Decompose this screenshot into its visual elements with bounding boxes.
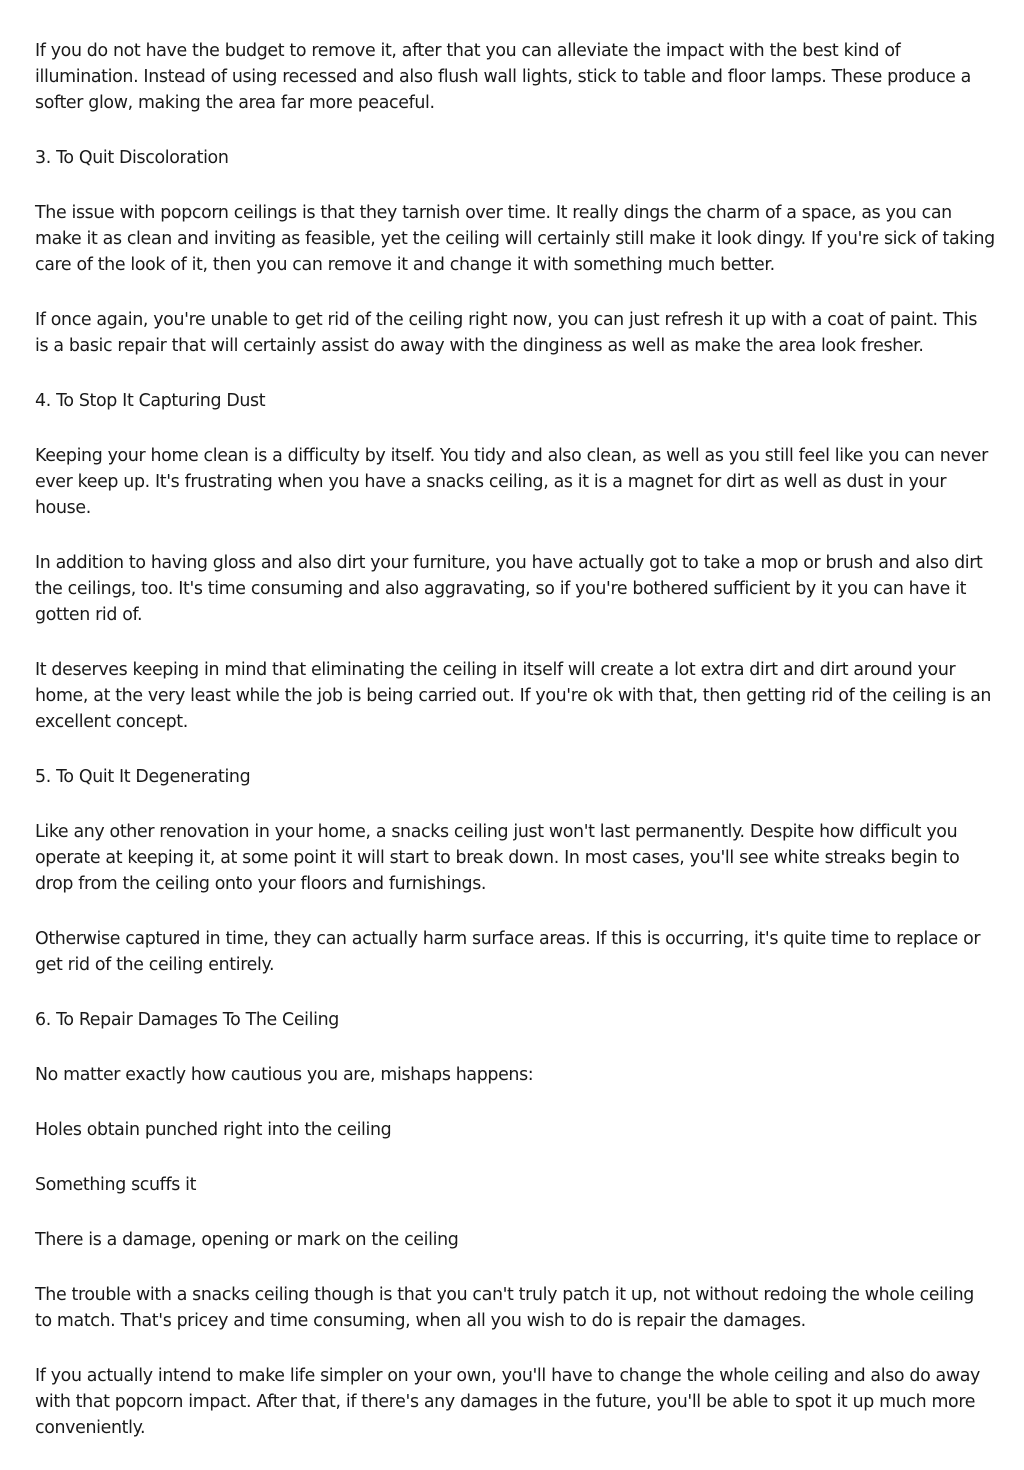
- heading-quit-degenerating: 5. To Quit It Degenerating: [35, 767, 251, 787]
- paragraph-home-clean: Keeping your home clean is a difficulty by itself. You tidy and also clean, as well as you still feel like you can never ever keep up. It's frustrating when you have a snacks ceiling, as it is a magnet for dirt as well as dust in your house.: [35, 446, 988, 518]
- paragraph-mishaps: No matter exactly how cautious you are, mishaps happens:: [35, 1065, 534, 1085]
- list-item-holes: Holes obtain punched right into the ceiling: [35, 1120, 392, 1140]
- paragraph-patch-trouble: The trouble with a snacks ceiling though is that you can't truly patch it up, not without redoing the whole ceiling to match. That's pricey and time consuming, when all you wish to do is repair the damages.: [35, 1285, 974, 1331]
- heading-quit-discoloration: 3. To Quit Discoloration: [35, 148, 229, 168]
- paragraph-dusting-ceilings: In addition to having gloss and also dirt your furniture, you have actually got to take a mop or brush and also dirt the ceilings, too. It's time consuming and also aggravating, so if you're bothered sufficient by it you can have it gotten rid of.: [35, 553, 983, 625]
- list-item-scuffs: Something scuffs it: [35, 1175, 197, 1195]
- paragraph-tarnish: The issue with popcorn ceilings is that they tarnish over time. It really dings the charm of a space, as you can make it as clean and inviting as feasible, yet the ceiling will certainly still make it look dingy. If you're sick of taking care of the look of it, then you can remove it and change it with something much better.: [35, 203, 995, 275]
- paragraph-harm-surfaces: Otherwise captured in time, they can actually harm surface areas. If this is occurring, it's quite time to replace or get rid of the ceiling entirely.: [35, 929, 981, 975]
- paragraph-removal-dirt: It deserves keeping in mind that eliminating the ceiling in itself will create a lot extra dirt and dirt around your home, at the very least while the job is being carried out. If you're ok with that, then getting rid of the ceiling is an excellent concept.: [35, 660, 992, 732]
- paragraph-lighting-intro: If you do not have the budget to remove it, after that you can alleviate the impact with the best kind of illumination. Instead of using recessed and also flush wall lights, stick to table and floor lamps. These produce a softer glow, making the area far more peaceful.: [35, 41, 971, 113]
- document-body: [35, 38, 995, 1470]
- paragraph-paint-refresh: If once again, you're unable to get rid of the ceiling right now, you can just refresh it up with a coat of paint. This is a basic repair that will certainly assist do away with the dinginess as well as make the area look fresher.: [35, 310, 978, 356]
- paragraph-renovation-lifespan: Like any other renovation in your home, a snacks ceiling just won't last permanently. Despite how difficult you operate at keeping it, at some point it will start to break down. In most cases, you'll see white streaks begin to drop from the ceiling onto your floors and furnishings.: [35, 822, 960, 894]
- heading-stop-capturing-dust: 4. To Stop It Capturing Dust: [35, 391, 266, 411]
- paragraph-simpler-life: If you actually intend to make life simpler on your own, you'll have to change the whole ceiling and also do away with that popcorn impact. After that, if there's any damages in the future, you'll be able to spot it up much more conveniently.: [35, 1366, 980, 1438]
- list-item-damage-mark: There is a damage, opening or mark on the ceiling: [35, 1230, 459, 1250]
- heading-repair-damages: 6. To Repair Damages To The Ceiling: [35, 1010, 339, 1030]
